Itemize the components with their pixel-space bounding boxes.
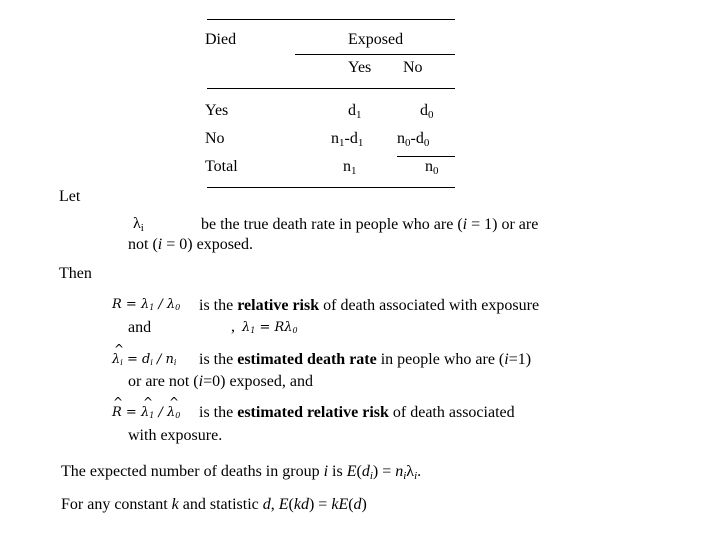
rr-comma: , <box>231 318 235 335</box>
table-row-yes-label: Yes <box>205 102 229 119</box>
table-bottom-rule <box>207 187 455 188</box>
rr-line1: is the relative risk of death associated with exposure <box>199 297 540 314</box>
rr-and: and <box>128 319 152 336</box>
table-top-rule <box>207 19 455 20</box>
rr-formula2: $\lambda_1 = R\lambda_0$ <box>242 320 298 335</box>
table-row-total-label: Total <box>205 158 238 175</box>
table-row-no-c1: $n_1-d_1$ <box>331 130 364 149</box>
est-rate-line1: is the estimated death rate in people who are (i=1) <box>199 351 532 368</box>
est-rate-line2: or are not (i=0) exposed, and <box>128 373 313 390</box>
est-rr-line2: with exposure. <box>128 427 223 444</box>
expected-deaths-line: The expected number of deaths in group i is $E(d_i) = n_i\lambda_i$. <box>61 463 422 482</box>
lambda-i-symbol: $\lambda_i$ <box>133 215 144 234</box>
table-row-total-c2: $n_0$ <box>425 158 439 177</box>
table-header-exposed: Exposed <box>348 31 404 48</box>
table-header-died: Died <box>205 31 237 48</box>
table-col-yes: Yes <box>348 59 372 76</box>
table-row-yes-c2: $d_0$ <box>420 102 434 121</box>
table-no-c2-rule <box>397 156 455 157</box>
table-row-no-label: No <box>205 130 225 147</box>
table-row-total-c1: $n_1$ <box>343 158 357 177</box>
let-label: Let <box>59 188 81 205</box>
lambda-def-line1: be the true death rate in people who are (i = 1) or are <box>201 216 539 233</box>
lambda-def-line2: not (i = 0) exposed. <box>128 236 254 253</box>
table-exposed-rule <box>295 54 455 55</box>
table-col-no: No <box>403 59 423 76</box>
est-rate-formula: λ ^ $_i = d_i / n_i$ <box>112 342 177 367</box>
table-row-yes-c1: $d_1$ <box>348 102 362 121</box>
table-row-no-c2: $n_0-d_0$ <box>397 130 430 149</box>
then-label: Then <box>59 265 92 282</box>
est-rr-line1: is the estimated relative risk of death associated <box>199 404 515 421</box>
est-rr-formula: R ^ = λ ^ $_1$ / λ ^ $_0$ <box>112 395 181 420</box>
constant-line: For any constant k and statistic d, E(kd) = kE(d) <box>61 496 367 513</box>
rr-formula: $R = \lambda_1 / \lambda_0$ <box>112 297 181 312</box>
table-header-rule <box>207 88 455 89</box>
